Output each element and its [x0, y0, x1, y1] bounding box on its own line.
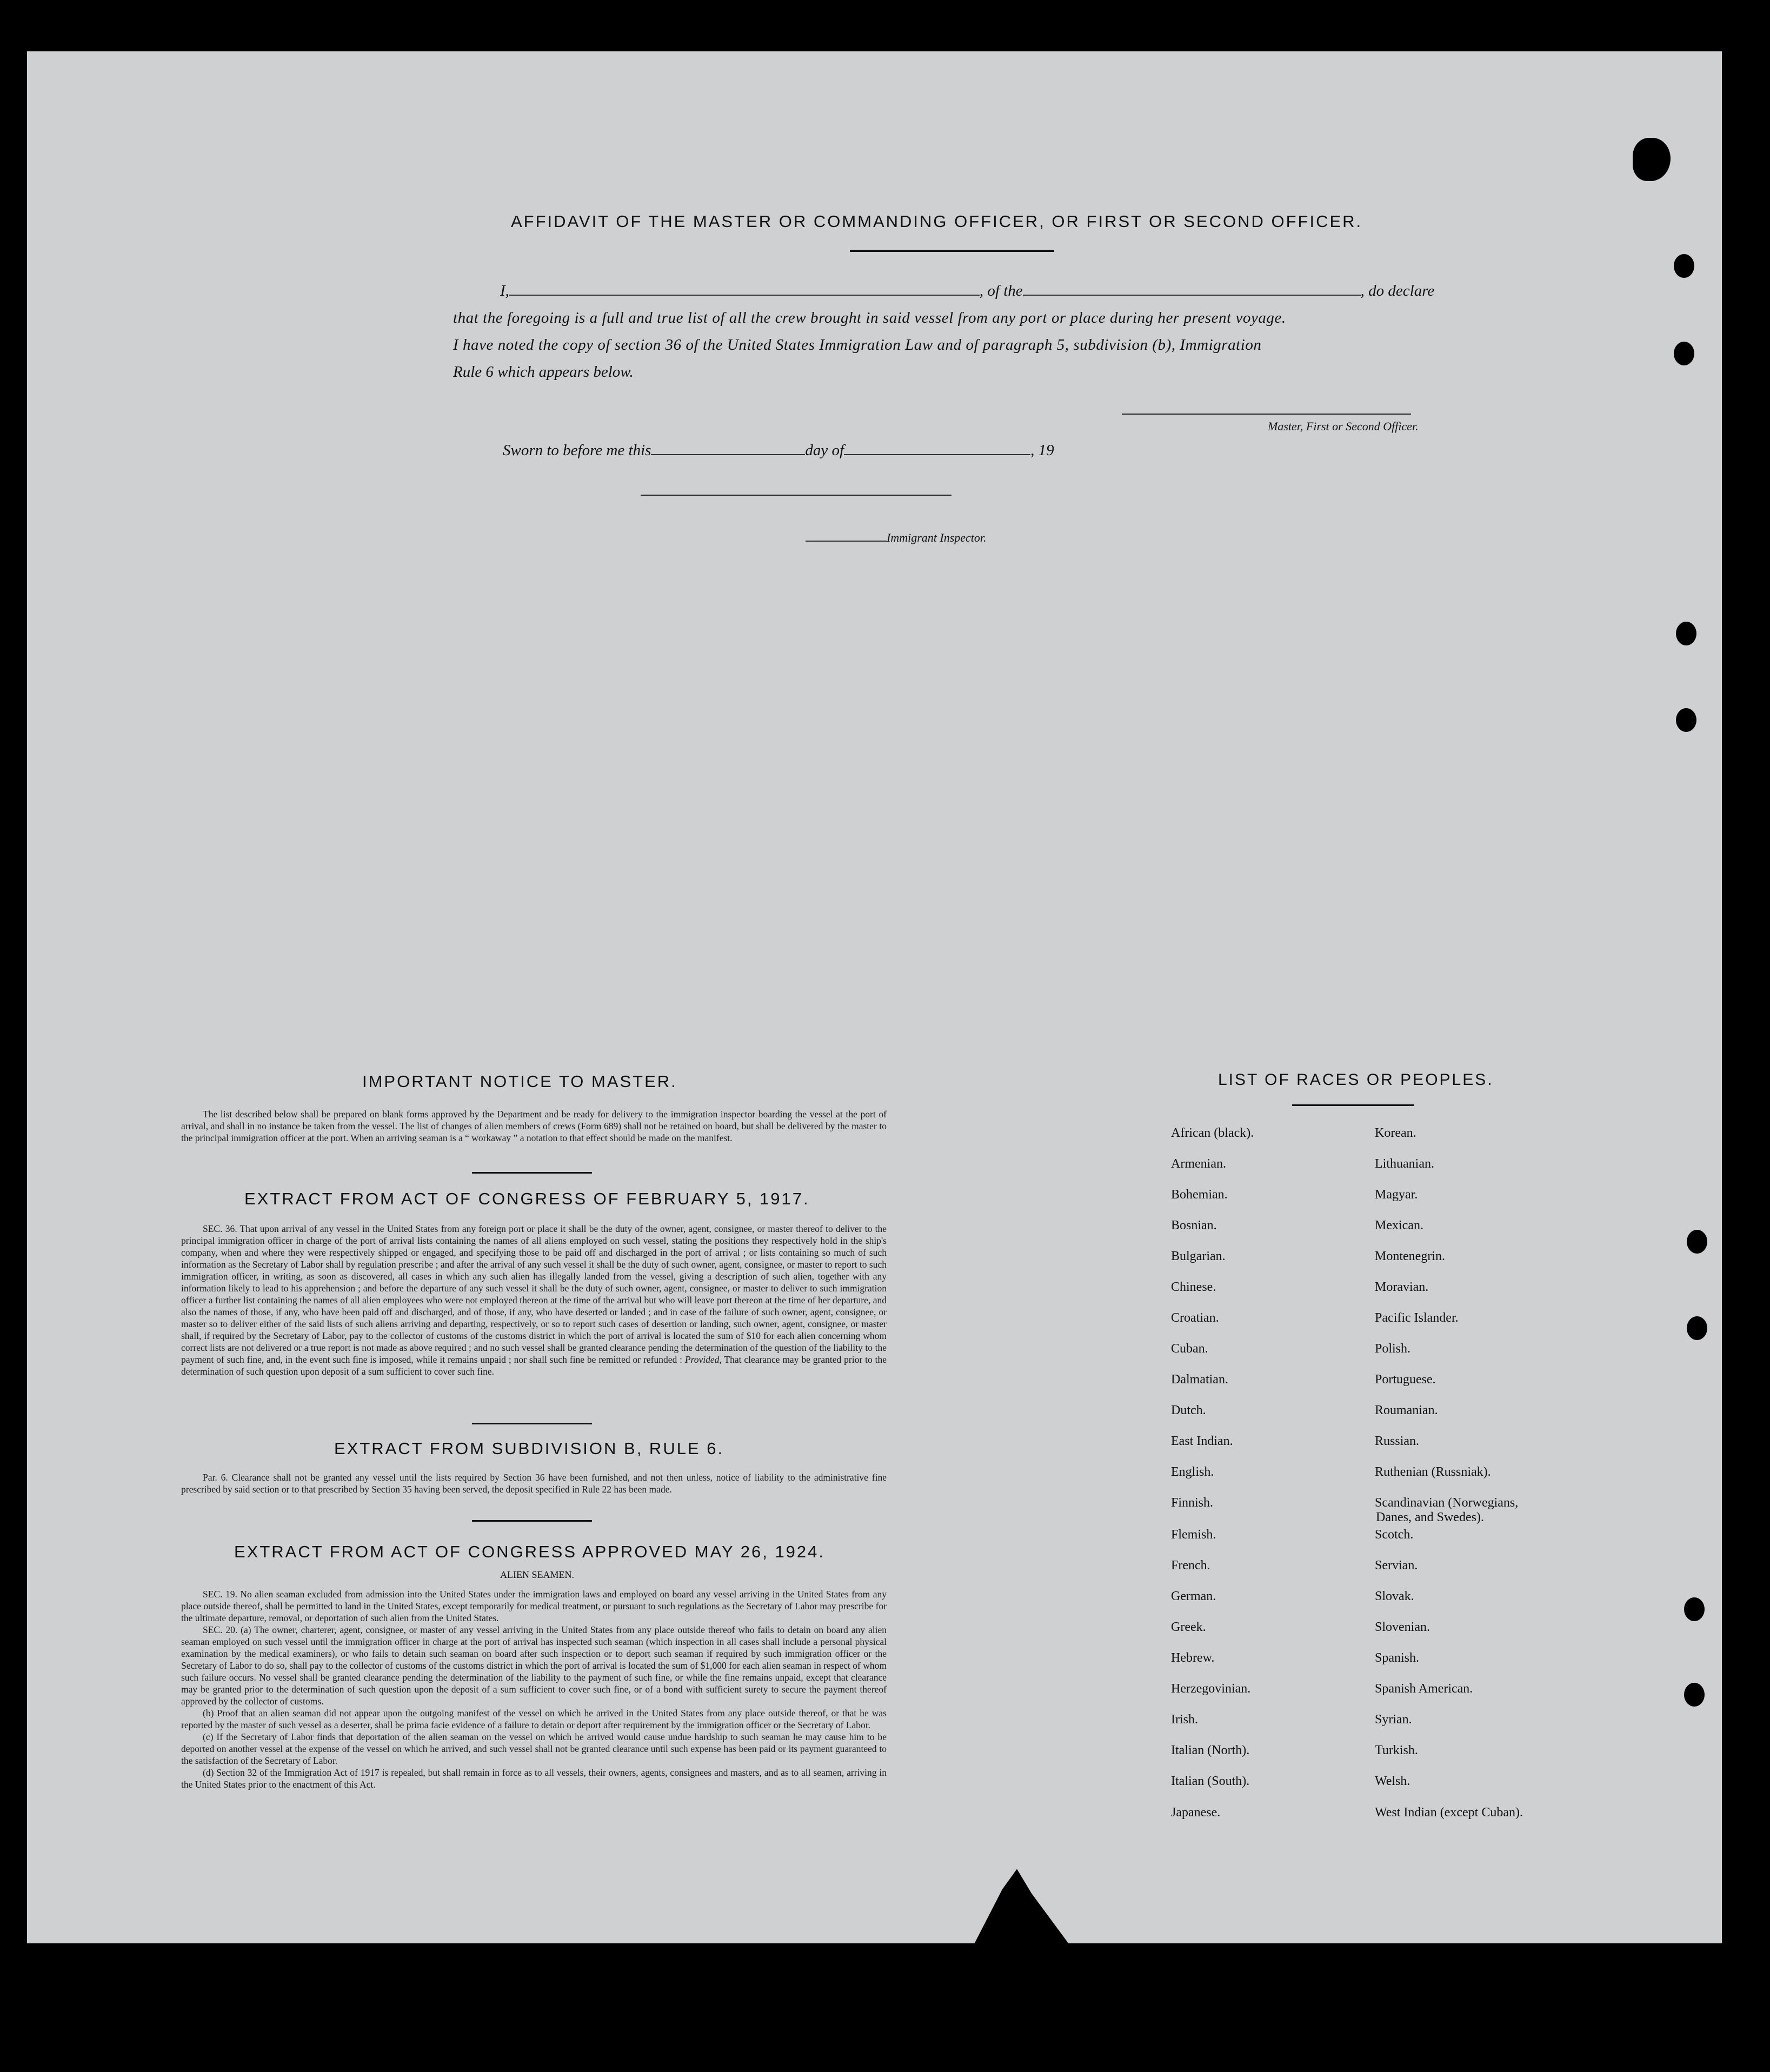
master-signature-label: Master, First or Second Officer.: [1268, 419, 1419, 433]
punch-hole: [1674, 254, 1694, 278]
race-item: English.: [1171, 1465, 1214, 1479]
punch-hole: [1687, 1230, 1707, 1254]
rule6-rule: [472, 1520, 592, 1522]
races-title: LIST OF RACES OR PEOPLES.: [1218, 1071, 1494, 1089]
extract-1917-title: EXTRACT FROM ACT OF CONGRESS OF FEBRUARY 5, 1917.: [244, 1189, 810, 1208]
extract-1917-rule: [472, 1423, 592, 1424]
race-item: Roumanian.: [1375, 1403, 1438, 1417]
race-item: Spanish.: [1375, 1651, 1420, 1665]
affidavit-title-rule: [850, 250, 1054, 252]
race-item: Bosnian.: [1171, 1218, 1217, 1232]
notice-title: IMPORTANT NOTICE TO MASTER.: [362, 1072, 677, 1091]
affidavit-line-4: Rule 6 which appears below.: [453, 363, 634, 381]
extract-1917-text: SEC. 36. That upon arrival of any vessel in the United States from any foreign port or place it shall be the duty of the owner, agent, consignee, or master thereof to deliver to the principal immigration officer in charge of the port of arrival lists containing the names of all aliens employed on such vessel, stating the positions they respectively hold in the ship's company, when and where they were respectively shipped or engaged, and specifying those to be paid off and discharged in the port of arrival ; or lists containing so much of such information as the Secretary of Labor shall by regulation prescribe ; and after the arrival of any such vessel it shall be the duty of such owner, agent, consignee, or master to report to such immigration officer, in writing, as soon as discovered, all cases in which any such alien has illegally landed from the vessel, giving a description of such alien, together with any information likely to lead to his apprehension ; and before the departure of any such vessel it shall be the duty of such owner, agent, consignee, or master to deliver to such immigration officer a further list containing the names of all alien employees who were not employed thereon at the time of the arrival but who will leave port thereon at the time of her departure, and also the names of those, if any, who have been paid off and discharged, and of those, if any, who have deserted or landed ; and in case of the failure of such owner, agent, consignee, or master so to deliver either of the said lists of such aliens arriving and departing, respectively, or so to report such cases of desertion or landing, such owner, agent, consignee, or master shall, if required by the Secretary of Labor, pay to the collector of customs of the customs district in which the port of arrival is located the sum of $10 for each alien concerning whom correct lists are not delivered or a true report is not made as above required ; and no such vessel shall be granted clearance pending the determination of the question of the liability to the payment of such fine, and, in the event such fine is imposed, while it remains unpaid ; nor shall such fine be remitted or refunded : Provided, That clearance may be granted prior to the determination of such question upon deposit of a sum sufficient to cover such fine.: [181, 1223, 887, 1377]
sworn-month-blank[interactable]: [844, 454, 1030, 455]
extract-1924-subtitle: ALIEN SEAMEN.: [500, 1569, 574, 1580]
punch-hole: [1684, 1597, 1705, 1621]
races-title-rule: [1292, 1104, 1414, 1106]
race-item: Welsh.: [1375, 1774, 1410, 1788]
race-item: Magyar.: [1375, 1188, 1418, 1202]
race-item: Moravian.: [1375, 1280, 1429, 1294]
race-item: Lithuanian.: [1375, 1157, 1434, 1171]
affidavit-line-2: that the foregoing is a full and true list of all the crew brought in said vessel from any port or place during her present voyage.: [453, 309, 1286, 327]
race-item: Cuban.: [1171, 1342, 1208, 1356]
race-item: Korean.: [1375, 1126, 1416, 1140]
inspector-label: Immigrant Inspector.: [806, 531, 987, 545]
race-item: Spanish American.: [1375, 1682, 1473, 1696]
inspector-signature-line[interactable]: [641, 495, 951, 496]
master-signature-line[interactable]: [1122, 414, 1411, 415]
race-item: Flemish.: [1171, 1528, 1216, 1542]
race-item: Bohemian.: [1171, 1188, 1228, 1202]
race-item: Chinese.: [1171, 1280, 1216, 1294]
race-item: Herzegovinian.: [1171, 1682, 1251, 1696]
race-item: Russian.: [1375, 1434, 1420, 1448]
race-item: German.: [1171, 1589, 1216, 1603]
race-item: Scandinavian (Norwegians,: [1375, 1496, 1519, 1510]
punch-hole: [1687, 1316, 1707, 1340]
race-item: Italian (South).: [1171, 1774, 1250, 1788]
race-item: Scotch.: [1375, 1528, 1414, 1542]
race-item: Bulgarian.: [1171, 1249, 1226, 1263]
rule6-title: EXTRACT FROM SUBDIVISION B, RULE 6.: [334, 1439, 724, 1458]
affidavit-line-3: I have noted the copy of section 36 of the United States Immigration Law and of paragraph 5, subdivision (b), Immigration: [453, 336, 1262, 354]
race-item: Armenian.: [1171, 1157, 1226, 1171]
race-item: Finnish.: [1171, 1496, 1214, 1510]
race-item: Italian (North).: [1171, 1743, 1250, 1757]
race-item: Servian.: [1375, 1558, 1418, 1573]
race-item: African (black).: [1171, 1126, 1254, 1140]
inspector-blank[interactable]: [806, 541, 887, 542]
punch-hole: [1674, 342, 1694, 365]
sworn-day-blank[interactable]: [651, 454, 805, 455]
race-item: Montenegrin.: [1375, 1249, 1445, 1263]
race-item: East Indian.: [1171, 1434, 1233, 1448]
race-item: Greek.: [1171, 1620, 1206, 1634]
sec20a-text: SEC. 20. (a) The owner, charterer, agent, consignee, or master of any vessel arriving in the United States from any place outside thereof who fails to detain on board any alien seaman employed on such vessel until the immigration officer in charge at the port of arrival has inspected such seaman (which inspection in all cases shall include a personal physical examination by the medical examiners), or who fails to detain such seaman on board after such inspection or to deport such seaman if required by such immigration officer or the Secretary of Labor to do so, shall pay to the collector of customs of the customs district in which the port of arrival is located the sum of $1,000 for each alien seaman in respect of whom such failure occurs. No vessel shall be granted clearance pending the determination of the liability to the payment of such fine, or while the fine remains unpaid, except that clearance may be granted prior to the determination of such question upon the deposit of a sum sufficient to cover such fine, or of a bond with sufficient surety to secure the payment thereof approved by the collector of customs.: [181, 1624, 887, 1707]
sworn-line: Sworn to before me this day of , 19: [503, 442, 1054, 459]
sec19-text: SEC. 19. No alien seaman excluded from admission into the United States under the immigration laws and employed on board any vessel arriving in the United States from any place outside thereof, shall be permitted to land in the United States, except temporarily for medical treatment, or pursuant to such regulations as the Secretary of Labor may prescribe for the ultimate departure, removal, or deportation of such alien from the United States.: [181, 1589, 887, 1623]
affidavit-title: AFFIDAVIT OF THE MASTER OR COMMANDING OFFICER, OR FIRST OR SECOND OFFICER.: [511, 212, 1363, 231]
sec20b-text: (b) Proof that an alien seaman did not appear upon the outgoing manifest of the vessel on which he arrived in the United States from any place outside thereof, or that he was reported by the master of such vessel as a deserter, shall be prima facie evidence of a failure to detain or deport after requirement by the immigration officer or the Secretary of Labor.: [181, 1708, 887, 1730]
extract-1924-body: [181, 1588, 887, 1790]
race-item: Slovenian.: [1375, 1620, 1430, 1634]
race-item: Polish.: [1375, 1342, 1411, 1356]
name-blank[interactable]: [509, 295, 980, 296]
race-item: Syrian.: [1375, 1713, 1412, 1727]
race-item: Irish.: [1171, 1713, 1198, 1727]
race-item: Turkish.: [1375, 1743, 1418, 1757]
race-item: Portuguese.: [1375, 1373, 1436, 1387]
extract-1924-title: EXTRACT FROM ACT OF CONGRESS APPROVED MAY 26, 1924.: [234, 1542, 826, 1561]
race-item: Slovak.: [1375, 1589, 1414, 1603]
race-item: French.: [1171, 1558, 1210, 1573]
race-item: West Indian (except Cuban).: [1375, 1805, 1523, 1820]
sec20c-text: (c) If the Secretary of Labor finds that deportation of the alien seaman on the vessel on which he arrived would cause undue hardship to such seaman he may cause him to be deported on another vessel at the expense of the vessel on which he arrived, and such vessel shall not be granted clearance until such expense has been paid or its payment guaranteed to the satisfaction of the Secretary of Labor.: [181, 1731, 887, 1766]
affidavit-line-1: I, , of the , do declare: [500, 282, 1435, 299]
sec20d-text: (d) Section 32 of the Immigration Act of 1917 is repealed, but shall remain in force as to all vessels, their owners, agents, consignees and masters, and as to all seamen, arriving in the United States prior to the enactment of this Act.: [181, 1767, 887, 1790]
race-item: Dalmatian.: [1171, 1373, 1228, 1387]
race-item: Croatian.: [1171, 1311, 1219, 1325]
notice-text: The list described below shall be prepared on blank forms approved by the Department and be ready for delivery to the immigration inspector boarding the vessel at the port of arrival, and shall in no instance be taken from the vessel. The list of changes of alien members of crews (Form 689) shall not be retained on board, but shall be delivered by the master to the principal immigration officer at the port. When an arriving seaman is a “ workaway ” a notation to that effect should be made on the manifest.: [181, 1109, 887, 1143]
race-item: Ruthenian (Russniak).: [1375, 1465, 1491, 1479]
punch-hole: [1676, 708, 1696, 732]
rule6-text: Par. 6. Clearance shall not be granted any vessel until the lists required by Section 36 have been furnished, and not then unless, notice of liability to the administrative fine prescribed by said section or to that prescribed by Section 35 having been served, the deposit specified in Rule 22 has been made.: [181, 1472, 887, 1495]
race-item-continuation: Danes, and Swedes).: [1376, 1510, 1484, 1524]
race-item: Japanese.: [1171, 1805, 1221, 1820]
notice-rule: [472, 1172, 592, 1174]
race-item: Pacific Islander.: [1375, 1311, 1459, 1325]
punch-hole: [1676, 622, 1696, 645]
race-item: Hebrew.: [1171, 1651, 1215, 1665]
punch-hole: [1684, 1683, 1705, 1707]
vessel-blank[interactable]: [1023, 295, 1361, 296]
race-item: Dutch.: [1171, 1403, 1206, 1417]
race-item: Mexican.: [1375, 1218, 1423, 1232]
